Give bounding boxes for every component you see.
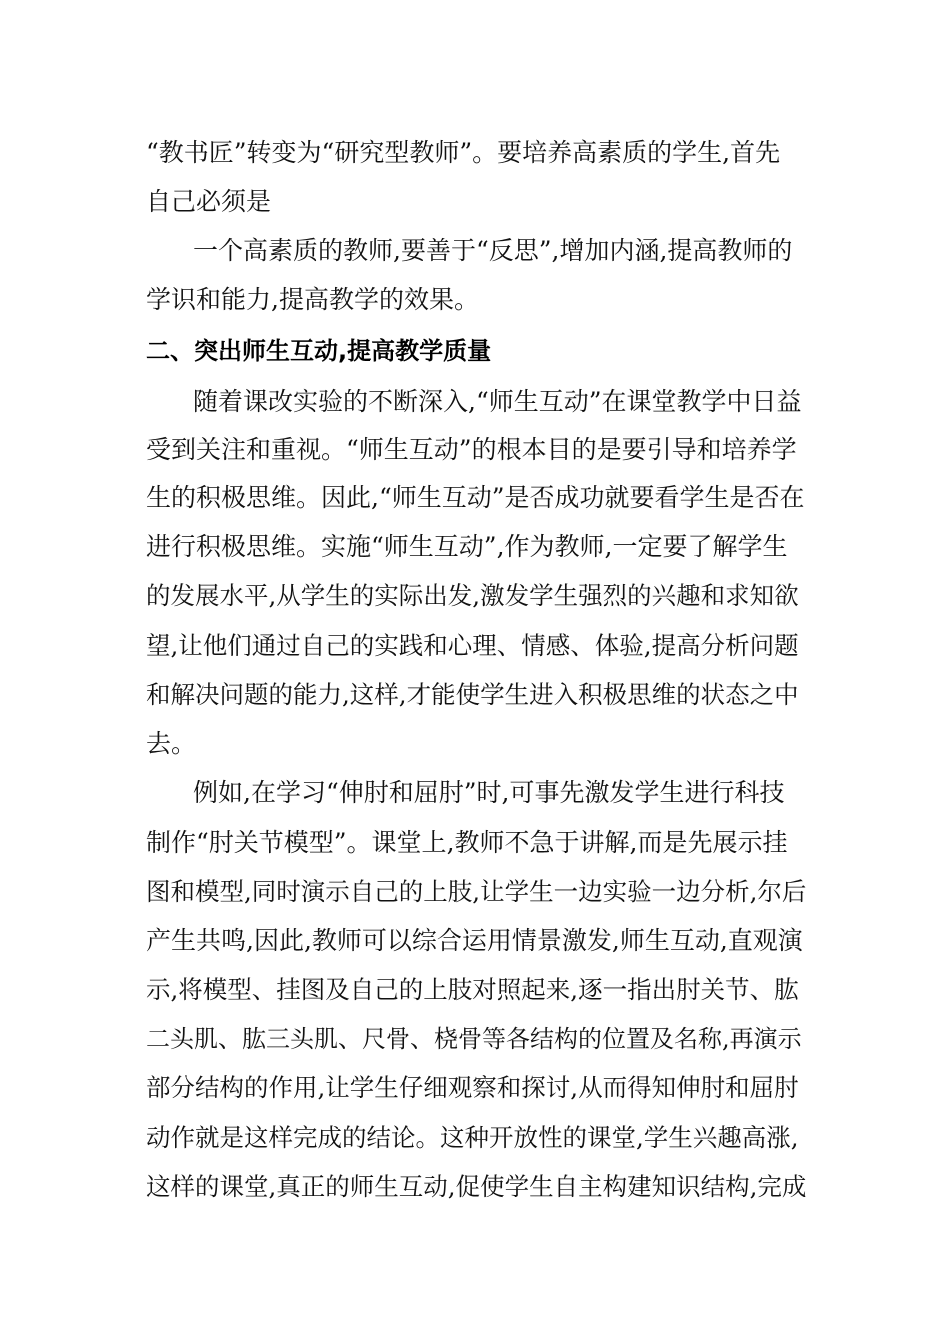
paragraph-line: 部分结构的作用,让学生仔细观察和探讨,从而得知伸肘和屈肘 xyxy=(146,1073,799,1102)
paragraph-line: 学识和能力,提高教学的效果。 xyxy=(146,285,479,314)
paragraph-line: 进行积极思维。实施“师生互动”,作为教师,一定要了解学生 xyxy=(146,532,788,561)
paragraph-line: 例如,在学习“伸肘和屈肘”时,可事先激发学生进行科技 xyxy=(193,778,785,807)
paragraph-line: 受到关注和重视。“师生互动”的根本目的是要引导和培养学 xyxy=(146,435,797,464)
paragraph-line: 望,让他们通过自己的实践和心理、情感、体验,提高分析问题 xyxy=(146,631,799,660)
paragraph-line: 示,将模型、挂图及自己的上肢对照起来,逐一指出肘关节、肱 xyxy=(146,975,799,1004)
paragraph-line: 和解决问题的能力,这样,才能使学生进入积极思维的状态之中 xyxy=(146,680,799,709)
paragraph-line: 图和模型,同时演示自己的上肢,让学生一边实验一边分析,尔后 xyxy=(146,877,807,906)
paragraph-line: 一个高素质的教师,要善于“反思”,增加内涵,提高教师的 xyxy=(193,236,793,265)
paragraph-line: 制作“肘关节模型”。课堂上,教师不急于讲解,而是先展示挂 xyxy=(146,828,788,857)
paragraph-line: 动作就是这样完成的结论。这种开放性的课堂,学生兴趣高涨, xyxy=(146,1123,799,1152)
paragraph-line: 去。 xyxy=(146,729,197,758)
paragraph-line: 的发展水平,从学生的实际出发,激发学生强烈的兴趣和求知欲 xyxy=(146,581,799,610)
paragraph-line: 生的积极思维。因此,“师生互动”是否成功就要看学生是否在 xyxy=(146,483,805,512)
paragraph-line: 这样的课堂,真正的师生互动,促使学生自主构建知识结构,完成 xyxy=(146,1172,807,1201)
paragraph-line: 自己必须是 xyxy=(146,187,272,216)
paragraph-line: 二头肌、肱三头肌、尺骨、桡骨等各结构的位置及名称,再演示 xyxy=(146,1025,802,1053)
paragraph-line: 随着课改实验的不断深入,“师生互动”在课堂教学中日益 xyxy=(193,387,802,416)
paragraph-line: “教书匠”转变为“研究型教师”。要培养高素质的学生,首先 xyxy=(146,138,781,167)
section-heading: 二、突出师生互动,提高教学质量 xyxy=(146,337,492,365)
paragraph-line: 产生共鸣,因此,教师可以综合运用情景激发,师生互动,直观演 xyxy=(146,926,803,955)
